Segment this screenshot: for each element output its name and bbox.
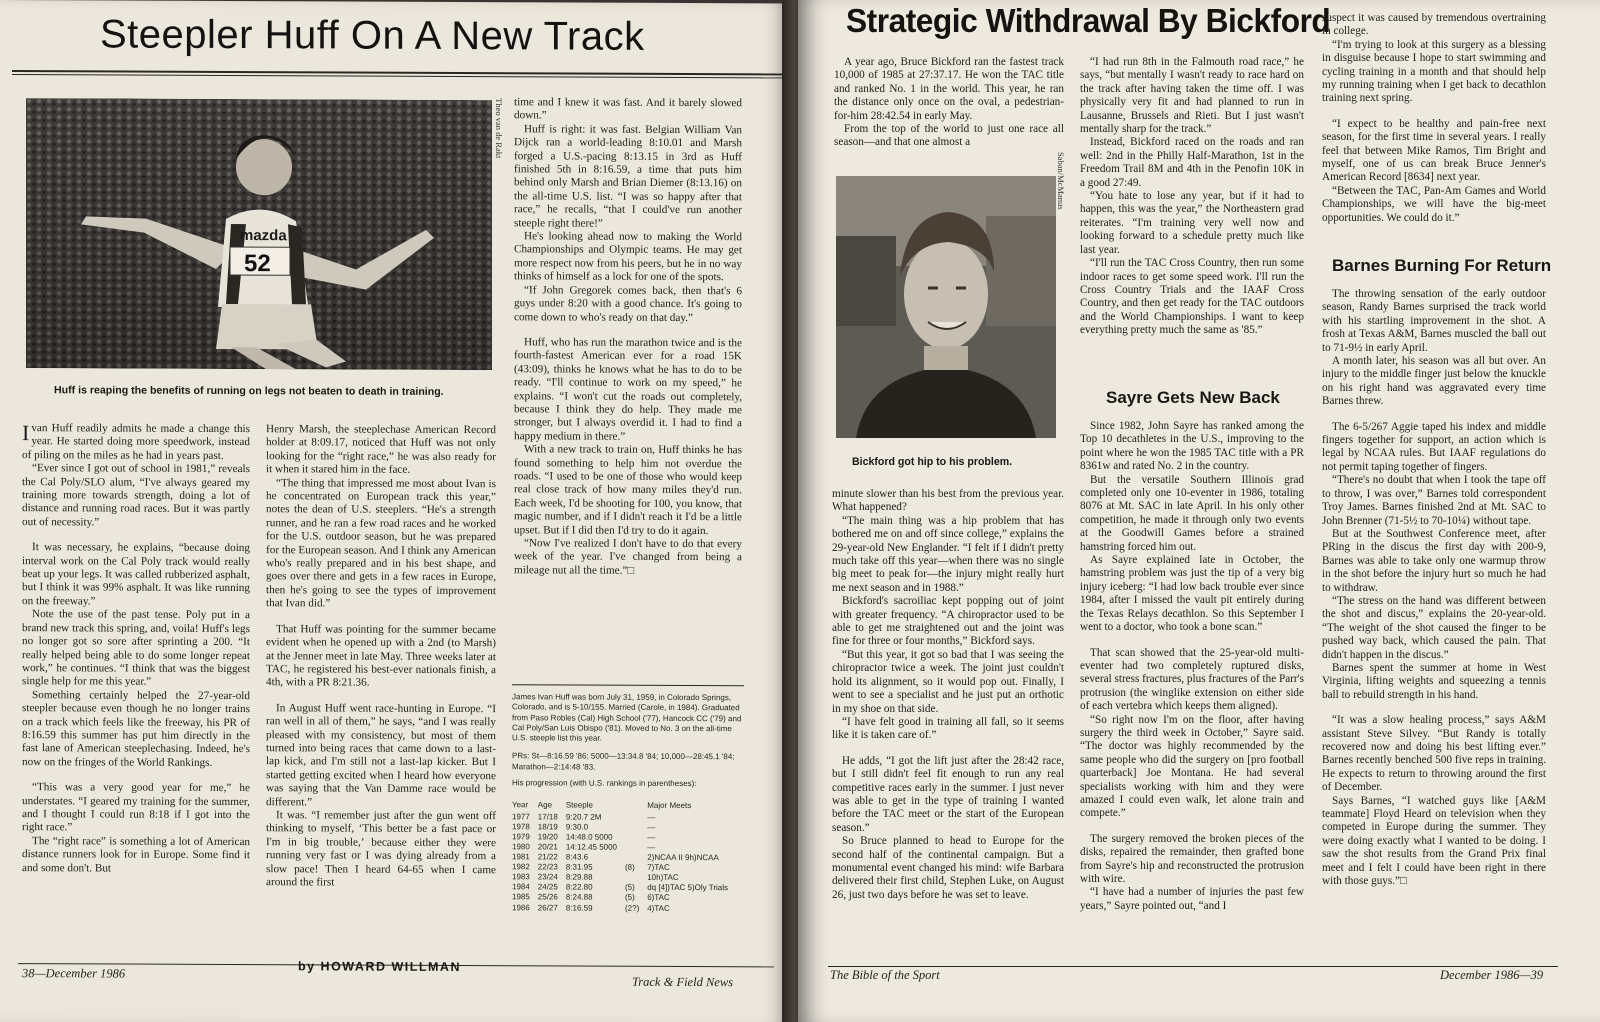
progression-cell: 8:29.88 bbox=[565, 872, 593, 882]
paragraph: The 6-5/267 Aggie taped his index and middle fingers together for support, an action which is legal by NCAA rules. But IAAF regulations do not permit taping together of fingers. bbox=[1322, 420, 1546, 473]
paragraph: “You hate to lose any year, but if it had to happen, this was the year,” the Northeastern grad reiterates. “I'm training very well now and looking forward to a schedule pretty much like last year. bbox=[1080, 190, 1304, 256]
right-headline: Strategic Withdrawal By Bickford bbox=[846, 2, 1331, 39]
paragraph: So Bruce planned to head to Europe for the second half of the continental campaign. But a monumental event changed his mind: wife Barbara delivered their first child, Stephen Luke, on August 26, just two days before he was set to leave. bbox=[832, 835, 1064, 901]
paragraph: It was necessary, he explains, “because doing interval work on the Cal Poly track would really beat up your legs. It was called rubberized asphalt, but I think it was 99% asphalt. It was like running on the freeway.” bbox=[22, 541, 250, 608]
paragraph: But the versatile Southern Illinois grad completed only one 10-eventer in 1986, totaling 8076 at Mt. SAC in late April. In his only other competition, he made it through only two events at the Goodwill Games before a strained hamstring forced him out. bbox=[1080, 473, 1304, 553]
paragraph: “If John Gregorek comes back, then that's 6 guys under 8:20 with a good chance. It's going to come down to who's ready on that day.” bbox=[514, 283, 742, 324]
progression-cell: 25/26 bbox=[537, 892, 558, 902]
bib-number-text: 52 bbox=[244, 250, 271, 278]
progression-cell bbox=[625, 833, 647, 843]
bio-rule bbox=[512, 684, 744, 686]
progression-cell bbox=[625, 873, 647, 883]
paragraph: Instead, Bickford raced on the roads and ran well: 2nd in the Philly Half-Marathon, 1st in the Freedom Trail 8M and 4th in the Penofin 10K in a good 27:49. bbox=[1080, 136, 1304, 189]
byline: by HOWARD WILLMAN bbox=[298, 959, 461, 975]
left-headline: Steepler Huff On A New Track bbox=[100, 12, 645, 59]
progression-cell: dq [4])TAC 5)Oly Trials bbox=[647, 883, 728, 893]
right-photo-caption: Bickford got hip to his problem. bbox=[852, 456, 1013, 468]
progression-cell: (2?) bbox=[625, 903, 640, 913]
paragraph: “I had run 8th in the Falmouth road race,” he says, “but mentally I wasn't ready to race hard on the track after having taken the time off. I was physically very fit and had planned to run in Lausanne, Brussels and Rieti. But I just wasn't mentally sharp for the track.” bbox=[1080, 56, 1304, 136]
progression-header-cell: Steeple bbox=[565, 800, 593, 810]
right-folio: December 1986—39 bbox=[1440, 968, 1544, 982]
progression-cell: 1977 bbox=[512, 811, 530, 821]
left-col-3 bbox=[514, 96, 742, 578]
right-footer-motto: The Bible of the Sport bbox=[830, 968, 940, 982]
paragraph: From the top of the world to just one race all season—and that one almost a bbox=[834, 123, 1064, 149]
progression-cell: 8:43.6 bbox=[565, 852, 589, 862]
left-photo-caption: Huff is reaping the benefits of running on legs not beaten to death in training. bbox=[54, 384, 444, 398]
right-photo-credit: Saban/McManus bbox=[1056, 152, 1066, 210]
progression-header-cell: Age bbox=[537, 800, 553, 810]
paragraph: “The stress on the hand was different between the shot and discus,” explains the 20-year-old. “The weight of the shot caused the finger to be pushed way back, which caused the pain. That didn't happen in the discus.” bbox=[1322, 594, 1546, 661]
progression-cell: 1985 bbox=[512, 892, 530, 902]
progression-cell: 10h)TAC bbox=[647, 873, 679, 883]
progression-cell: 1982 bbox=[512, 862, 530, 872]
paragraph: “Between the TAC, Pan-Am Games and World Championships, we will have the big-meet opportunities. We could do it.” bbox=[1322, 184, 1546, 224]
progression-cell bbox=[625, 822, 647, 832]
progression-cell: 8:24.88 bbox=[565, 892, 593, 903]
progression-row bbox=[512, 812, 736, 823]
paragraph: “So right now I'm on the floor, after having surgery the third week in October,” Sayre said. “The doctor was highly recommended by the same people who did the surgery on [pro football quarterback] Joe Montana. He had several specialists working with him and they were amazed I could even walk, let alone train and compete.” bbox=[1080, 713, 1304, 820]
subhead-sayre: Sayre Gets New Back bbox=[1106, 388, 1280, 407]
progression-cell: 4)TAC bbox=[647, 903, 670, 913]
paragraph: “I have felt good in training all fall, so it seems like it is taken care of.” bbox=[832, 715, 1064, 742]
progression-cell: — bbox=[647, 812, 656, 822]
bib-sponsor-text: mazda bbox=[240, 227, 287, 245]
progression-header-cell: Year bbox=[512, 800, 529, 810]
paragraph: The surgery removed the broken pieces of the disks, repaired the remainder, then grafted bone from Sayre's hip and reconstructed the protrusion with wire. bbox=[1080, 832, 1304, 885]
paragraph: time and I knew it was fast. And it barely slowed down.” bbox=[514, 96, 742, 122]
paragraph: “I'll run the TAC Cross Country, then run some indoor races to get some speed work. I'll run the Cross Country Trials and the IAAF Cross Country, and then get ready for the TAC outdoors and the World Championships. I want to keep everything pretty much the same as '85.” bbox=[1080, 257, 1304, 337]
progression-cell: 8:31.95 bbox=[565, 862, 593, 872]
paragraph: Huff is right: it was fast. Belgian William Van Dijck ran a world-leading 8:10.01 and Marsh forged a U.S.-pacing 8:13.15 in 3rd as Huff finished 5th in 8:16.59, a time that puts him behind only Marsh and Brian Diemer (8:13.16) on the all-time U.S. list. “I was so happy after that race,” he recalls, “that I could've run another steeple right there!” bbox=[514, 123, 742, 230]
progression-cell: — bbox=[647, 822, 656, 832]
progression-cell: 1978 bbox=[512, 821, 530, 832]
progression-cell: — bbox=[647, 842, 656, 852]
paragraph: Something certainly helped the 27-year-old steepler because even though he no longer trains on a track which feels like the freeway, his PR of 8:16.59 this summer has put him directly in the fast lane of American steeplechasing. Indeed, he's now on the fringes of the World Rankings. bbox=[22, 688, 250, 769]
right-col-1-bottom bbox=[832, 488, 1064, 902]
progression-cell: 20/21 bbox=[537, 842, 558, 852]
paragraph: In August Huff went race-hunting in Europe. “I ran well in all of them,” he says, “and I was really pleased with my consistency, but most of them turned into being races that came down to a last-lap kick, and I'm still not a last-lap kicker. But I started getting excited when I heard how everyone was saying that the Van Damme race would be different.” bbox=[266, 701, 496, 808]
paragraph: That scan showed that the 25-year-old multi-eventer had two completely ruptured disks, several stress fractures, plus fractures of the Parr's protrusion (the winglike extension on either side of each vertebra which keeps them aligned). bbox=[1080, 646, 1304, 713]
right-col-1-top bbox=[834, 56, 1064, 150]
progression-cell: 22/23 bbox=[537, 862, 558, 872]
left-photo-credit: Theo van de Rakt bbox=[494, 98, 504, 159]
bio-text: James Ivan Huff was born July 31, 1959, in Colorado Springs, Colorado, and is 5-10/155. Married (Carole, in 1984). Graduated from Paso Robles (Cal) High School ('77), Hancock CC ('79) and Cal Poly/San Luis Obispo ('81). Moved to No. 3 on the all-time U.S. steeple list this year. bbox=[512, 692, 742, 743]
paragraph: “It was a slow healing process,” says A&M assistant Steve Silvey. “But Randy is totally recovered now and doing his best lifting ever.” Barnes recently benched 500 five reps in training. He expects to return to throwing around the first of December. bbox=[1322, 714, 1546, 794]
left-col-1 bbox=[22, 422, 250, 876]
progression-table bbox=[512, 801, 736, 914]
right-col-2-top bbox=[1080, 56, 1304, 338]
progression-cell: (8) bbox=[625, 862, 635, 872]
paragraph: He's looking ahead now to making the World Championships and Olympic teams. He may get more respect now from his peers, but he in no way thinks of himself as a lock for one of the spots. bbox=[514, 230, 742, 284]
right-col-3-top bbox=[1322, 12, 1546, 225]
progression-cell: 18/19 bbox=[537, 822, 558, 832]
progression-cell: 8:22.80 bbox=[565, 882, 593, 892]
paragraph: Says Barnes, “I watched guys like [A&M teammate] Floyd Heard on television when they competed in Europe during the summer. They were doing exactly what I wanted to be doing. I saw the shot results from the Grand Prix final meet and I felt I could have been right in there with those guys.”□ bbox=[1322, 794, 1546, 888]
progression-cell: 9:20.7 2M bbox=[565, 812, 602, 822]
progression-header-cell: Major Meets bbox=[647, 801, 692, 811]
progression-cell: (5) bbox=[625, 883, 635, 893]
progression-cell: 19/20 bbox=[537, 832, 558, 842]
paragraph: The throwing sensation of the early outdoor season, Randy Barnes surprised the track world with his startling improvement in the shot. A frosh at Texas A&M, Barnes muscled the ball out to 71-9½ in early April. bbox=[1322, 288, 1546, 354]
paragraph: Ivan Huff readily admits he made a change this year. He started doing more speedwork, instead of piling on the miles as he had in years past. bbox=[22, 420, 250, 462]
paragraph: It was. “I remember just after the gun went off thinking to myself, ‘This better be a fast pace or I'm in big trouble,’ because either they were running very fast or I was dying already from a slow pace! Then I heard 64-65 when I came around the first bbox=[266, 809, 496, 889]
progression-cell: 1986 bbox=[512, 902, 530, 912]
progression-header-cell bbox=[625, 801, 647, 812]
paragraph: Huff, who has run the marathon twice and is the fourth-fastest American ever for a road 15K (43:09), thinks he knows what he has to do to be ready. “I'll continue to work on my speed,” he explains. “I won't cut the roads out completely, because I think they do help. They made me stronger, but I always overdid it. I had to find a happy medium in there.” bbox=[514, 336, 742, 443]
huff-bio-box bbox=[512, 692, 744, 914]
paragraph: The “right race” is something a lot of American distance runners look for in Europe. Some find it and some don't. But bbox=[22, 834, 250, 875]
progression-row bbox=[512, 903, 736, 914]
paragraph: “The main thing was a hip problem that has bothered me on and off since college,” explains the 29-year-old New Englander. “I felt if I didn't pretty much take off this year—when there was no single big meet to peak for—the injury might really hurt me next season and in 1988.” bbox=[832, 514, 1064, 594]
paragraph: Note the use of the past tense. Poly put in a brand new track this spring, and, voila! Huff's legs no longer got so sore after sprinting a 200. “It really helped being able to do some longer repeat work,” he continues. “I think that was the biggest single help for me this year.” bbox=[22, 608, 250, 688]
paragraph: “I have had a number of injuries the past few years,” Sayre pointed out, “and I bbox=[1080, 886, 1304, 912]
right-page bbox=[798, 0, 1600, 1022]
paragraph: Henry Marsh, the steeplechase American Record holder at 8:09.17, noticed that Huff was not only looking for the “right race,” he was also ready for it when it stared him in the face. bbox=[266, 423, 496, 477]
paragraph: But at the Southwest Conference meet, after PRing in the discus the first day with 200-9, Barnes was able to take only one warmup throw in the shot before the injury hurt so much he had to withdraw. bbox=[1322, 527, 1546, 594]
paragraph: suspect it was caused by tremendous overtraining in college. bbox=[1322, 12, 1546, 38]
progression-cell: 26/27 bbox=[537, 902, 558, 912]
bickford-photo bbox=[836, 176, 1056, 438]
bio-progression-label: His progression (with U.S. rankings in parentheses): bbox=[512, 778, 697, 789]
paragraph: minute slower than his best from the previous year. What happened? bbox=[832, 488, 1064, 514]
left-footer-magazine: Track & Field News bbox=[632, 974, 734, 990]
paragraph: “The thing that impressed me most about Ivan is he concentrated on European track this year,” notes the dean of U.S. steeplers. “He's a strength runner, and he ran a few road races and he worked for the U.S. outdoor season, but he was prepared for the European season. And I think any American who's really prepared and in his best shape, and goes over there and gets in a few races in Europe, then he's going to see the types of improvement that Ivan did.” bbox=[266, 476, 496, 610]
progression-row bbox=[512, 893, 736, 904]
paragraph: Barnes spent the summer at home in West Virginia, lifting weights and squeezing a tennis ball to rebuild strength in his hand. bbox=[1322, 661, 1546, 701]
progression-cell bbox=[625, 853, 647, 863]
paragraph: “Ever since I got out of school in 1981,” reveals the Cal Poly/SLO alum, “I've always geared my training more towards strength, doing a lot of distance and running road races. But it was partly out of necessity.” bbox=[22, 462, 250, 529]
paragraph: “I expect to be healthy and pain-free next season, for the first time in several years. I really feel that between Mike Ramos, Tim Bright and myself, one of us can break Bruce Jenner's American Record [8634] next year. bbox=[1322, 117, 1546, 184]
bio-prs: PRs: St—8:16.59 '86; 5000—13:34.8 '84; 10,000—28:45.1 '84; Marathon—2:14:48 '83. bbox=[512, 751, 735, 772]
paragraph: With a new track to train on, Huff thinks he has found something to help him not overdue the roads. “I used to be one of those who would keep real close track of how many miles they'd run. Each week, I'd be shooting for 100, you know, that magic number, and if I didn't reach it I'd be a little upset. But if I did then I'd try to do it again. bbox=[514, 443, 742, 537]
progression-cell: 1983 bbox=[512, 872, 530, 882]
progression-cell: 14:12.45 5000 bbox=[565, 842, 617, 852]
progression-cell: 7)TAC bbox=[647, 862, 670, 873]
progression-cell: 2)NCAA II 9h)NCAA bbox=[647, 852, 719, 863]
paragraph: “But this year, it got so bad that I was seeing the chiropractor twice a week. The joint just couldn't hold its alignment, so it would pop out. Finally, I went to see a specialist and he just put an orthotic in my shoe on that side. bbox=[832, 648, 1064, 715]
progression-cell: 21/22 bbox=[537, 852, 558, 862]
progression-cell: 6)TAC bbox=[647, 893, 670, 903]
progression-cell: 14:48.0 5000 bbox=[565, 832, 613, 842]
left-col-2 bbox=[266, 423, 496, 890]
paragraph: He adds, “I got the lift just after the 28:42 race, but I still didn't feel fit enough to run any real competitive races early in the summer. I just never was able to get in the type of training I wanted before the TAC meet or the start of the European season.” bbox=[832, 754, 1064, 834]
right-col-2-sayre bbox=[1080, 420, 1304, 913]
paragraph: As Sayre explained late in October, the hamstring problem was just the tip of a very big injury iceberg: “I had low back trouble ever since 1984, after I missed the vault pit entirely during the Texas Relays decathlon. So this September I went to a doctor, who took a bone scan.” bbox=[1080, 554, 1304, 634]
left-folio: 38—December 1986 bbox=[22, 966, 126, 981]
progression-cell: 1979 bbox=[512, 832, 530, 842]
huff-photo bbox=[26, 98, 492, 370]
dropcap: I bbox=[22, 420, 30, 446]
progression-cell: 1980 bbox=[512, 842, 530, 852]
subhead-barnes: Barnes Burning For Return bbox=[1332, 256, 1552, 275]
progression-cell: 17/18 bbox=[537, 812, 558, 822]
progression-cell: 9:30.0 bbox=[565, 822, 589, 832]
footer-rule-right bbox=[828, 966, 1558, 967]
paragraph: Since 1982, John Sayre has ranked among the Top 10 decathletes in the U.S., improving to the point where he won the 1985 TAC title with a PR 8361w and rated No. 2 in the country. bbox=[1080, 420, 1304, 473]
paragraph: That Huff was pointing for the summer became evident when he opened up with a 2nd (to Marsh) at the Jenner meet in late May. Three weeks later at TAC, he registered his best-ever nationals finish, a 4th, with a PR 8:21.36. bbox=[266, 622, 496, 689]
right-col-3-barnes bbox=[1322, 288, 1546, 888]
progression-cell bbox=[625, 812, 647, 822]
progression-cell: 8:16.59 bbox=[565, 902, 593, 913]
paragraph: “I'm trying to look at this surgery as a blessing in disguise because I hope to start swimming and cycling training in a month and that should help my running training when I get back to decathlon training next spring. bbox=[1322, 38, 1546, 105]
left-page bbox=[0, 0, 790, 1022]
progression-cell: (5) bbox=[625, 893, 635, 903]
progression-cell: 24/25 bbox=[537, 882, 558, 892]
progression-cell: 1981 bbox=[512, 852, 530, 862]
progression-cell: 1984 bbox=[512, 882, 530, 892]
paragraph: Bickford's sacroiliac kept popping out of joint with greater frequency. “A chiropractor used to be able to get me straightened out and the joint was fine for three or four months,” Bickford says. bbox=[832, 595, 1064, 648]
paragraph: A year ago, Bruce Bickford ran the fastest track 10,000 of 1985 at 27:37.17. He won the TAC title and ranked No. 1 in the world. This year, he ran the distance only once on the oval, a pedestrian-for-him 28:42.54 in early May. bbox=[834, 56, 1064, 122]
paragraph: “Now I've realized I don't have to do that every week of the year. I've changed from being a mileage nut all the time.”□ bbox=[514, 537, 742, 577]
progression-cell bbox=[625, 843, 647, 853]
paragraph: “There's no doubt that when I took the tape off to throw, I was over,” Barnes told correspondent Troy James. Barnes finished 2nd at Mt. SAC to John Brenner (71-5½ to 70-10¼) without tape. bbox=[1322, 474, 1546, 527]
paragraph: “This was a very good year for me,” he understates. “I geared my training for the summer, and I thought I could run 8:18 if I got into the right race.” bbox=[22, 781, 250, 834]
paragraph: A month later, his season was all but over. An injury to the middle finger just below the knuckle on his right hand was aggravated every time Barnes threw. bbox=[1322, 355, 1546, 408]
progression-cell: — bbox=[647, 832, 656, 842]
progression-cell: 23/24 bbox=[537, 872, 558, 882]
